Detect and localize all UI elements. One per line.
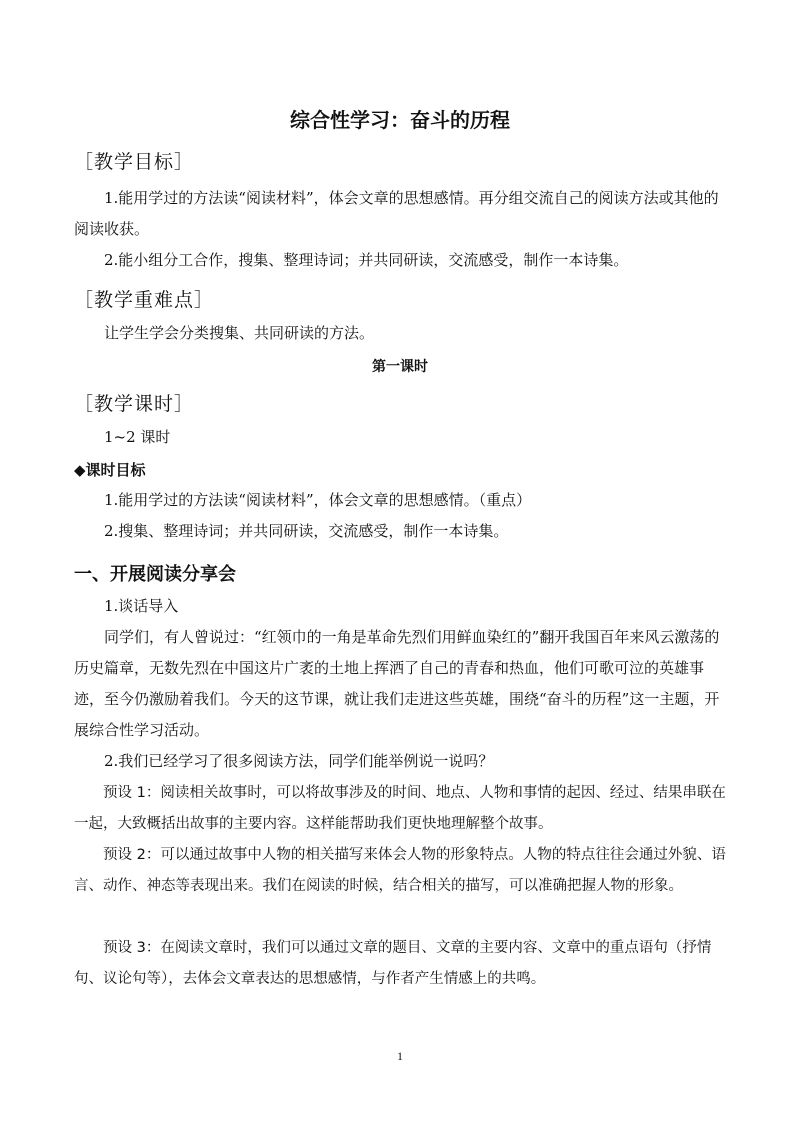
step-2: 2.我们已经学习了很多阅读方法，同学们能举例说一说吗？ xyxy=(104,752,494,770)
lesson-goal-item-1: 1.能用学过的方法读“阅读材料”，体会文章的思想感情。（重点） xyxy=(104,491,532,509)
document-title: 综合性学习：奋斗的历程 xyxy=(290,108,510,132)
preset-2: 预设 2：可以通过故事中人物的相关描写来体会人物的形象特点。人物的特点往往会通过外貌、语言、动作、神态等表现出来。我们在阅读的时候，结合相关的描写，可以准确把握人物的形象。 xyxy=(74,847,726,894)
heading-lesson-goals: ◆课时目标 xyxy=(74,461,146,479)
heading-class-periods: ［教学课时］ xyxy=(74,393,195,415)
preset-3: 预设 3：在阅读文章时，我们可以通过文章的题目、文章的主要内容、文章中的重点语句（抒情句、议论句等），去体会文章表达的思想感情，与作者产生情感上的共鸣。 xyxy=(74,940,712,987)
intro-paragraph: 同学们，有人曾说过：“红领巾的一角是革命先烈们用鲜血染红的”翻开我国百年来风云激荡的历史篇章，无数先烈在中国这片广袤的土地上挥洒了自己的青春和热血，他们可歌可泣的英雄事迹，至今仍激励着我们。今天的这节课，就让我们走进这些英雄，围绕“奋斗的历程”这一主题，开展综合性学习活动。 xyxy=(74,628,720,739)
preset-1: 预设 1：阅读相关故事时，可以将故事涉及的时间、地点、人物和事情的起因、经过、结果串联在一起，大致概括出故事的主要内容。这样能帮助我们更快地理解整个故事。 xyxy=(74,785,726,832)
lesson-label: 第一课时 xyxy=(372,359,428,375)
page-number: 1 xyxy=(397,1049,403,1063)
step-1: 1.谈话导入 xyxy=(104,597,179,615)
class-periods-text: 1~2 课时 xyxy=(104,428,171,446)
key-points-text: 让学生学会分类搜集、共同研读的方法。 xyxy=(104,324,375,342)
goal-item-1: 1.能用学过的方法读“阅读材料”，体会文章的思想感情。再分组交流自己的阅读方法或其他的阅读收获。 xyxy=(74,189,719,238)
goal-item-2: 2.能小组分工合作，搜集、整理诗词；并共同研读，交流感受，制作一本诗集。 xyxy=(104,251,629,269)
heading-teaching-goals: ［教学目标］ xyxy=(74,151,195,173)
lesson-goal-item-2: 2.搜集、整理诗词；并共同研读，交流感受，制作一本诗集。 xyxy=(104,522,509,540)
section-heading: 一、开展阅读分享会 xyxy=(74,564,236,585)
heading-key-points: ［教学重难点］ xyxy=(74,289,215,311)
